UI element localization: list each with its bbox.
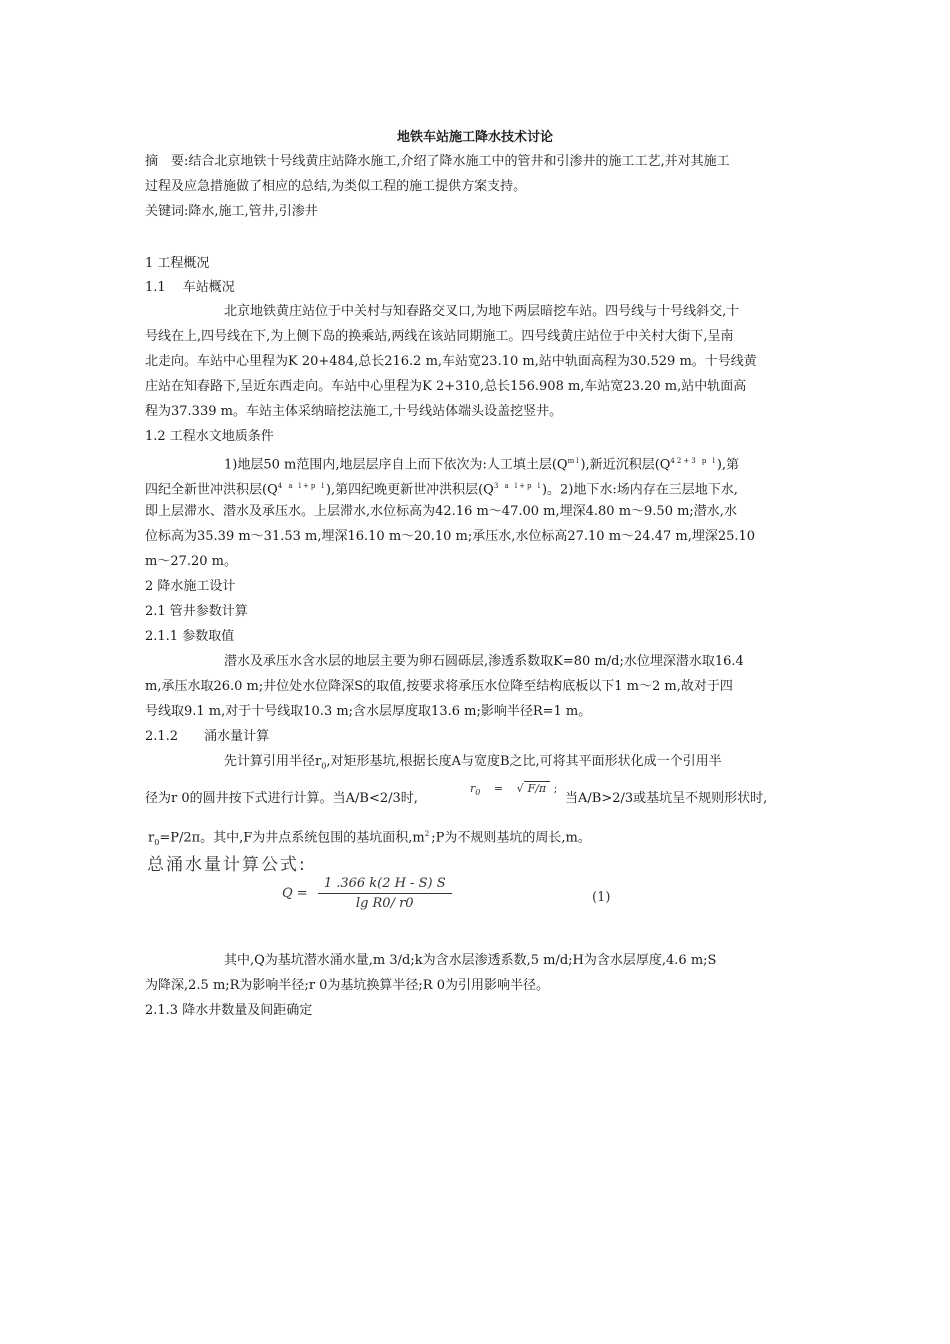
paragraph-line: m～27.20 m。: [145, 554, 238, 569]
paragraph-line: $r_0=P/2\pi$。其中,F为井点系统包围的基坑面积$,m^2;P$为不规则基坑的周长,m。: [148, 830, 591, 847]
paragraph-line: 位标高为35.39 m～31.53 m,埋深16.10 m～20.10 m;承压水,水位标高27.10 m～24.47 m,埋深25.10: [145, 529, 756, 544]
subsection-heading: 2.1.3 降水井数量及间距确定: [145, 1003, 313, 1018]
section-heading: 1 工程概况: [145, 256, 210, 271]
abstract-line: 过程及应急措施做了相应的总结,为类似工程的施工提供方案支持。: [145, 179, 527, 194]
discharge-formula: [282, 876, 452, 911]
paragraph-line: 北京地铁黄庄站位于中关村与知春路交叉口,为地下两层暗挖车站。四号线与十号线斜交,十: [224, 304, 740, 319]
formula-numerator: 1 .366 k(2 H - S) S: [318, 876, 452, 894]
formula-fraction: [318, 876, 452, 911]
paragraph-line: 号线在上,四号线在下,为上侧下岛的换乘站,两线在该站同期施工。四号线黄庄站位于中关村大街下,呈南: [145, 329, 734, 344]
paragraph-line: 为降深,2.5 m;R为影响半径;r 0为基坑换算半径;R 0为引用影响半径。: [145, 978, 550, 993]
document-title: 地铁车站施工降水技术讨论: [396, 130, 553, 145]
paragraph-line: 即上层滞水、潜水及承压水。上层滞水,水位标高为42.16 m～47.00 m,埋深4.80 m～9.50 m;潜水,水: [145, 504, 737, 519]
subsection-heading: 1.2 工程水文地质条件: [145, 429, 274, 444]
subsection-heading: 2.1.2 涌水量计算: [145, 729, 270, 744]
paragraph-line: 其中,Q为基坑潜水涌水量,m 3/d;k为含水层渗透系数,5 m/d;H为含水层厚度,4.6 m;S: [224, 953, 717, 968]
paragraph-line: m,承压水取26.0 m;井位处水位降深S的取值,按要求将承压水位降至结构底板以下1 m～2 m,故对于四: [145, 679, 733, 694]
paragraph-line: 先计算引用半径$r_0$,对矩形基坑,根据长度A与宽度B之比,可将其平面形状化成一个引用半: [224, 754, 722, 771]
paragraph-line: 当A/B>2/3或基坑呈不规则形状时,: [565, 791, 768, 806]
keywords: 关键词:降水,施工,管井,引渗井: [145, 204, 318, 219]
paragraph-line: 北走向。车站中心里程为K 20+484,总长216.2 m,车站宽23.10 m,站中轨面高程为30.529 m。十号线黄: [145, 354, 757, 369]
equation-number: (1): [592, 890, 611, 905]
paragraph-line: 庄站在知春路下,呈近东西走向。车站中心里程为K 2+310,总长156.908 m,车站宽23.20 m,站中轨面高: [145, 379, 747, 394]
paragraph-line: 径为r 0的圆井按下式进行计算。当A/B<2/3时,: [145, 791, 418, 806]
formula-denominator: lg R0/ r0: [355, 896, 414, 911]
radius-formula: $r_0$ = √ F/π ;: [470, 782, 558, 798]
paragraph-line: 四纪全新世冲洪积层$(Q^{4 a l+p l})$,第四纪晚更新世冲洪积层$(Q^{3 a l+p l})$。2)地下水:场内存在三层地下水,: [145, 482, 738, 498]
paragraph-line: 号线取9.1 m,对于十号线取10.3 m;含水层厚度取13.6 m;影响半径R=1 m。: [145, 704, 592, 719]
paragraph-line: 程为37.339 m。车站主体采纳暗挖法施工,十号线站体端头设盖挖竖井。: [145, 404, 563, 419]
section-heading: 2 降水施工设计: [145, 579, 236, 594]
subsection-heading: 2.1 管井参数计算: [145, 604, 248, 619]
formula-lhs: Q =: [282, 886, 308, 901]
paragraph-line: 潜水及承压水含水层的地层主要为卵石圆砾层,渗透系数取K=80 m/d;水位埋深潜水取16.4: [224, 654, 744, 669]
paragraph-line: 1)地层50 m范围内,地层层序自上而下依次为:人工填土层$(Q^{ml})$,新近沉积层$(Q^{42+3 p l})$,第: [224, 457, 740, 473]
subsection-heading: 2.1.1 参数取值: [145, 629, 235, 644]
abstract-line: 摘 要:结合北京地铁十号线黄庄站降水施工,介绍了降水施工中的管井和引渗井的施工工艺,并对其施工: [145, 154, 730, 169]
subsection-heading: 1.1 车站概况: [145, 280, 235, 295]
formula-heading: 总涌水量计算公式:: [147, 855, 307, 875]
